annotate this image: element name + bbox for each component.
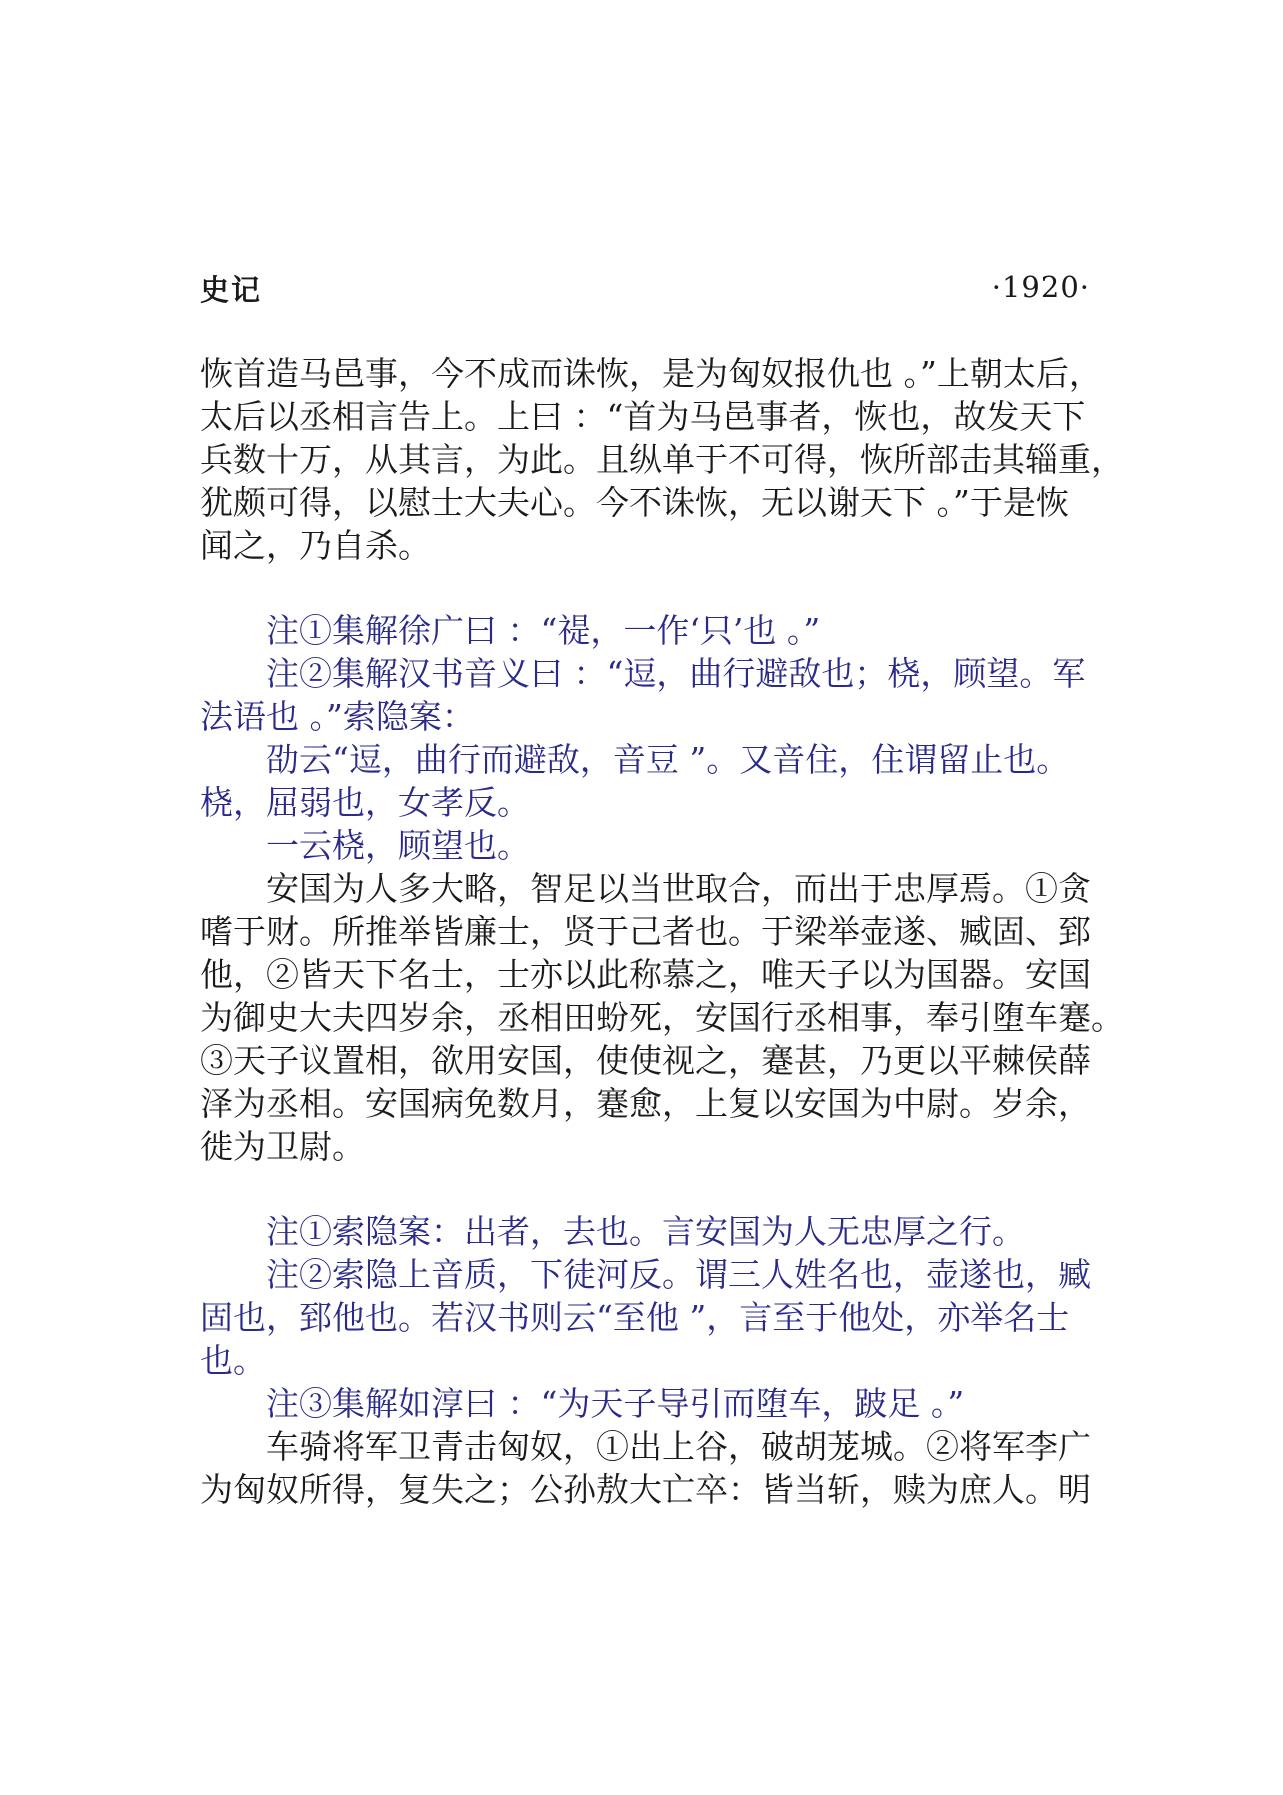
text-line: 恢首造马邑事，今不成而诛恢，是为匈奴报仇也 。”上朝太后， — [200, 354, 1102, 393]
annotation-line: 注①索隐案：出者，去也。言安国为人无忠厚之行。 — [200, 1212, 1025, 1251]
text-line: 泽为丞相。安国病免数月，蹇愈，上复以安国为中尉。岁余， — [200, 1084, 1091, 1123]
annotation-block — [200, 609, 1100, 867]
annotation-line: 注②索隐上音质，下徒河反。谓三人姓名也，壶遂也，臧 — [200, 1255, 1091, 1294]
annotation-line: 一云桡，顾望也。 — [200, 826, 530, 865]
page-header — [200, 268, 1090, 312]
text-line: 太后以丞相言告上。上曰 ：“首为马邑事者，恢也，故发天下 — [200, 397, 1086, 436]
text-line: 为御史大夫四岁余，丞相田蚡死，安国行丞相事，奉引堕车蹇。 — [200, 998, 1124, 1037]
annotation-line: 注②集解汉书音义曰 ：“逗，曲行避敌也；桡，顾望。军 — [200, 654, 1086, 693]
page-body — [200, 352, 1124, 1511]
text-line: 嗜于财。所推举皆廉士，贤于己者也。于梁举壶遂、臧固、郅 — [200, 912, 1091, 951]
text-line: 安国为人多大略，智足以当世取合，而出于忠厚焉。①贪 — [200, 869, 1091, 908]
text-line: 徙为卫尉。 — [200, 1127, 365, 1166]
text-line: ③天子议置相，欲用安国，使使视之，蹇甚，乃更以平棘侯薛 — [200, 1041, 1091, 1080]
annotation-line: 注③集解如淳曰 ：“为天子导引而堕车，跛足 。” — [200, 1384, 965, 1423]
text-line: 兵数十万，从其言，为此。且纵单于不可得，恢所部击其辎重， — [200, 440, 1124, 479]
annotation-line: 注①集解徐广曰 ：“禔，一作‘只’也 。” — [200, 611, 821, 650]
paragraph-gap — [200, 1168, 1100, 1210]
annotation-line: 法语也 。”索隐案： — [200, 697, 475, 736]
annotation-line: 固也，郅他也。若汉书则云“至他 ”，言至于他处，亦举名士 — [200, 1298, 1070, 1337]
text-line: 为匈奴所得，复失之；公孙敖大亡卒：皆当斩，赎为庶人。明 — [200, 1470, 1091, 1509]
annotation-line: 桡，屈弱也，女孝反。 — [200, 783, 530, 822]
book-title: 史记 — [200, 273, 263, 307]
annotation-line: 也。 — [200, 1341, 266, 1380]
text-line: 犹颇可得，以慰士大夫心。今不诛恢，无以谢天下 。”于是恢 — [200, 483, 1069, 522]
main-text-block — [200, 867, 1124, 1168]
text-line: 车骑将军卫青击匈奴，①出上谷，破胡茏城。②将军李广 — [200, 1427, 1091, 1466]
text-line: 闻之，乃自杀。 — [200, 526, 431, 565]
main-text-block — [200, 352, 1124, 567]
annotation-block — [200, 1210, 1100, 1425]
paragraph-gap — [200, 567, 1100, 609]
annotation-line: 劭云“逗，曲行而避敌，音豆 ”。又音住，住谓留止也。 — [200, 740, 1070, 779]
text-line: 他，②皆天下名士，士亦以此称慕之，唯天子以为国器。安国 — [200, 955, 1091, 994]
page-number: ·1920· — [991, 270, 1090, 304]
main-text-block — [200, 1425, 1100, 1511]
